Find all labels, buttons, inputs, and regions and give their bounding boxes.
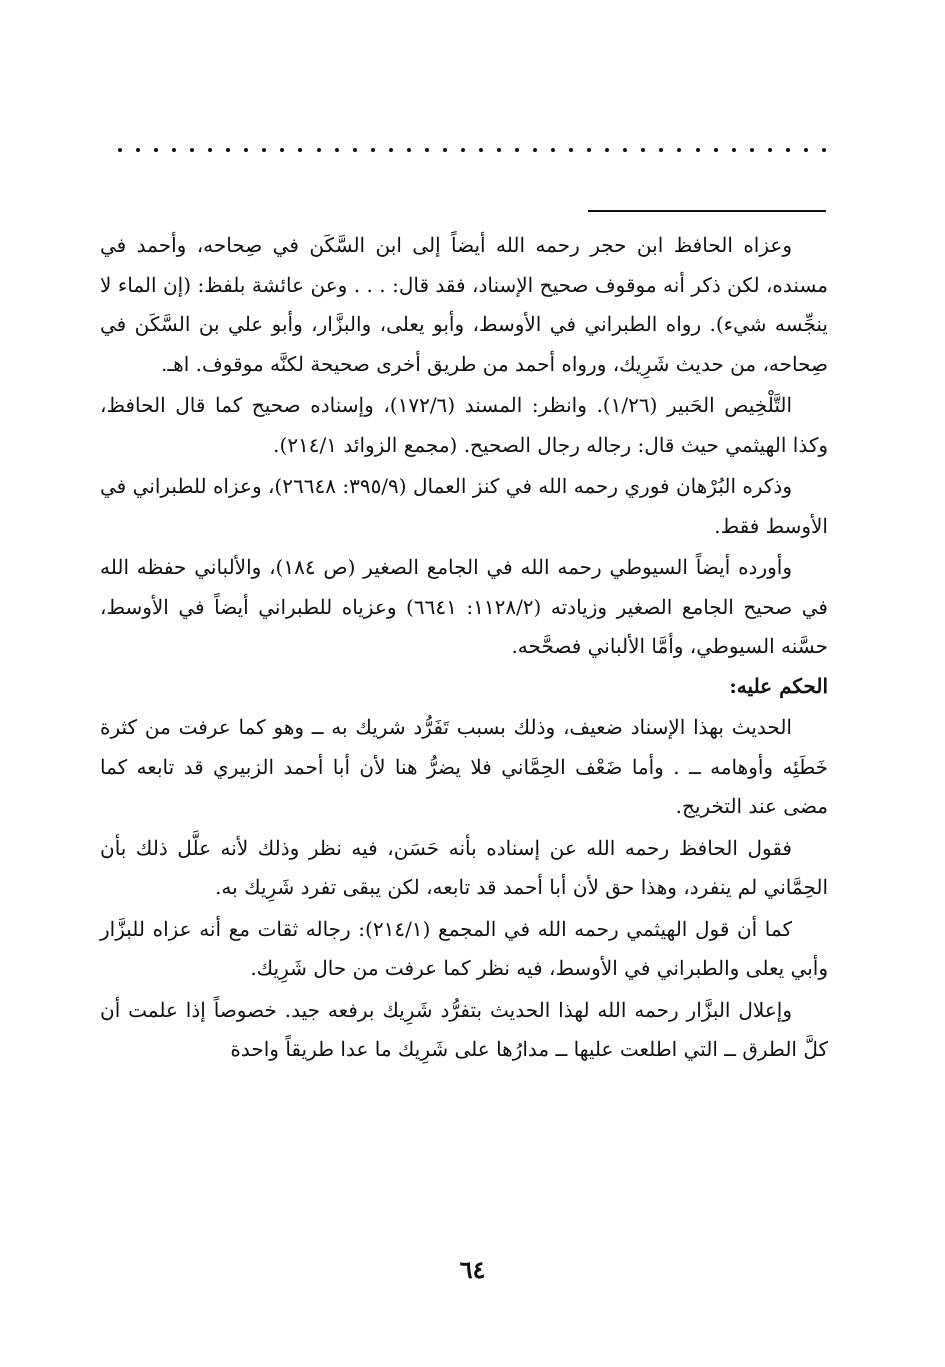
paragraph-hafiz-hasan: فقول الحافظ رحمه الله عن إسناده بأنه حَسَن، فيه نظر وذلك لأنه علَّل ذلك بأن الحِمَّاني لم ينفرد، وهذا حق لأن أبا أحمد قد تابعه، لكن يبقى تفرد شَرِيك به.	[100, 835, 828, 899]
dotted-separator	[118, 148, 826, 152]
paragraph-bazzar: وإعلال البزَّار رحمه الله لهذا الحديث بتفرُّد شَرِيك برفعه جيد. خصوصاً إذا علمت أن كلَّ الطرق ــ التي اطلعت عليها ــ مدارُها على شَرِيك ما عدا طريقاً واحدة	[100, 997, 828, 1061]
section-heading-ruling: الحكم عليه:	[729, 673, 828, 698]
paragraph-talkhis: التَّلْخِيص الحَبير (١/٢٦). وانظر: المسند (١٧٢/٦)، وإسناده صحيح كما قال الحافظ، وكذا الهيثمي حيث قال: رجاله رجال الصحيح. (مجمع الزوائد ٢١٤/١).	[100, 393, 828, 457]
page-body	[100, 226, 828, 1070]
paragraph-jami-saghir: وأورده أيضاً السيوطي رحمه الله في الجامع الصغير (ص ١٨٤)، والألباني حفظه الله في صحيح الجامع الصغير وزيادته (١١٢٨/٢: ٦٦٤١) وعزياه للطبراني أيضاً في الأوسط، حسَّنه السيوطي، وأمَّا الألباني فصحَّحه.	[100, 555, 828, 658]
paragraph-attribution-ibn-hajar: وعزاه الحافظ ابن حجر رحمه الله أيضاً إلى ابن السَّكَن في صِحاحه، وأحمد في مسنده، لكن ذكر أنه موقوف صحيح الإسناد، فقد قال: . . . وعن عائشة بلفظ: (إن الماء لا ينجِّسه شيء). رواه الطبراني في الأوسط، وأبو يعلى، والبزَّار، وأبو علي بن السَّكَن في صِحاحه، من حديث شَرِيك، ورواه أحمد من طريق أخرى صحيحة لكنَّه موقوف. اهـ.	[100, 233, 828, 376]
page-number: ٦٤	[459, 1255, 486, 1284]
paragraph-haythami: كما أن قول الهيثمي رحمه الله في المجمع (٢١٤/١): رجاله ثقات مع أنه عزاه للبزَّار وأبي يعلى والطبراني في الأوسط، فيه نظر كما عرفت من حال شَرِيك.	[100, 916, 828, 980]
paragraph-ruling-weak: الحديث بهذا الإسناد ضعيف، وذلك بسبب تَفَرُّد شريك به ــ وهو كما عرفت من كثرة خَطَئِه وأوهامه ــ . وأما ضَعْف الحِمَّاني فلا يضرُّ هنا لأن أبا أحمد الزبيري قد تابعه كما مضى عند التخريج.	[100, 715, 828, 818]
paragraph-kanz-al-ummal: وذكره البُرْهان فوري رحمه الله في كنز العمال (٣٩٥/٩: ٢٦٦٤٨)، وعزاه للطبراني في الأوسط فقط.	[100, 474, 828, 538]
footnote-rule	[588, 210, 826, 212]
